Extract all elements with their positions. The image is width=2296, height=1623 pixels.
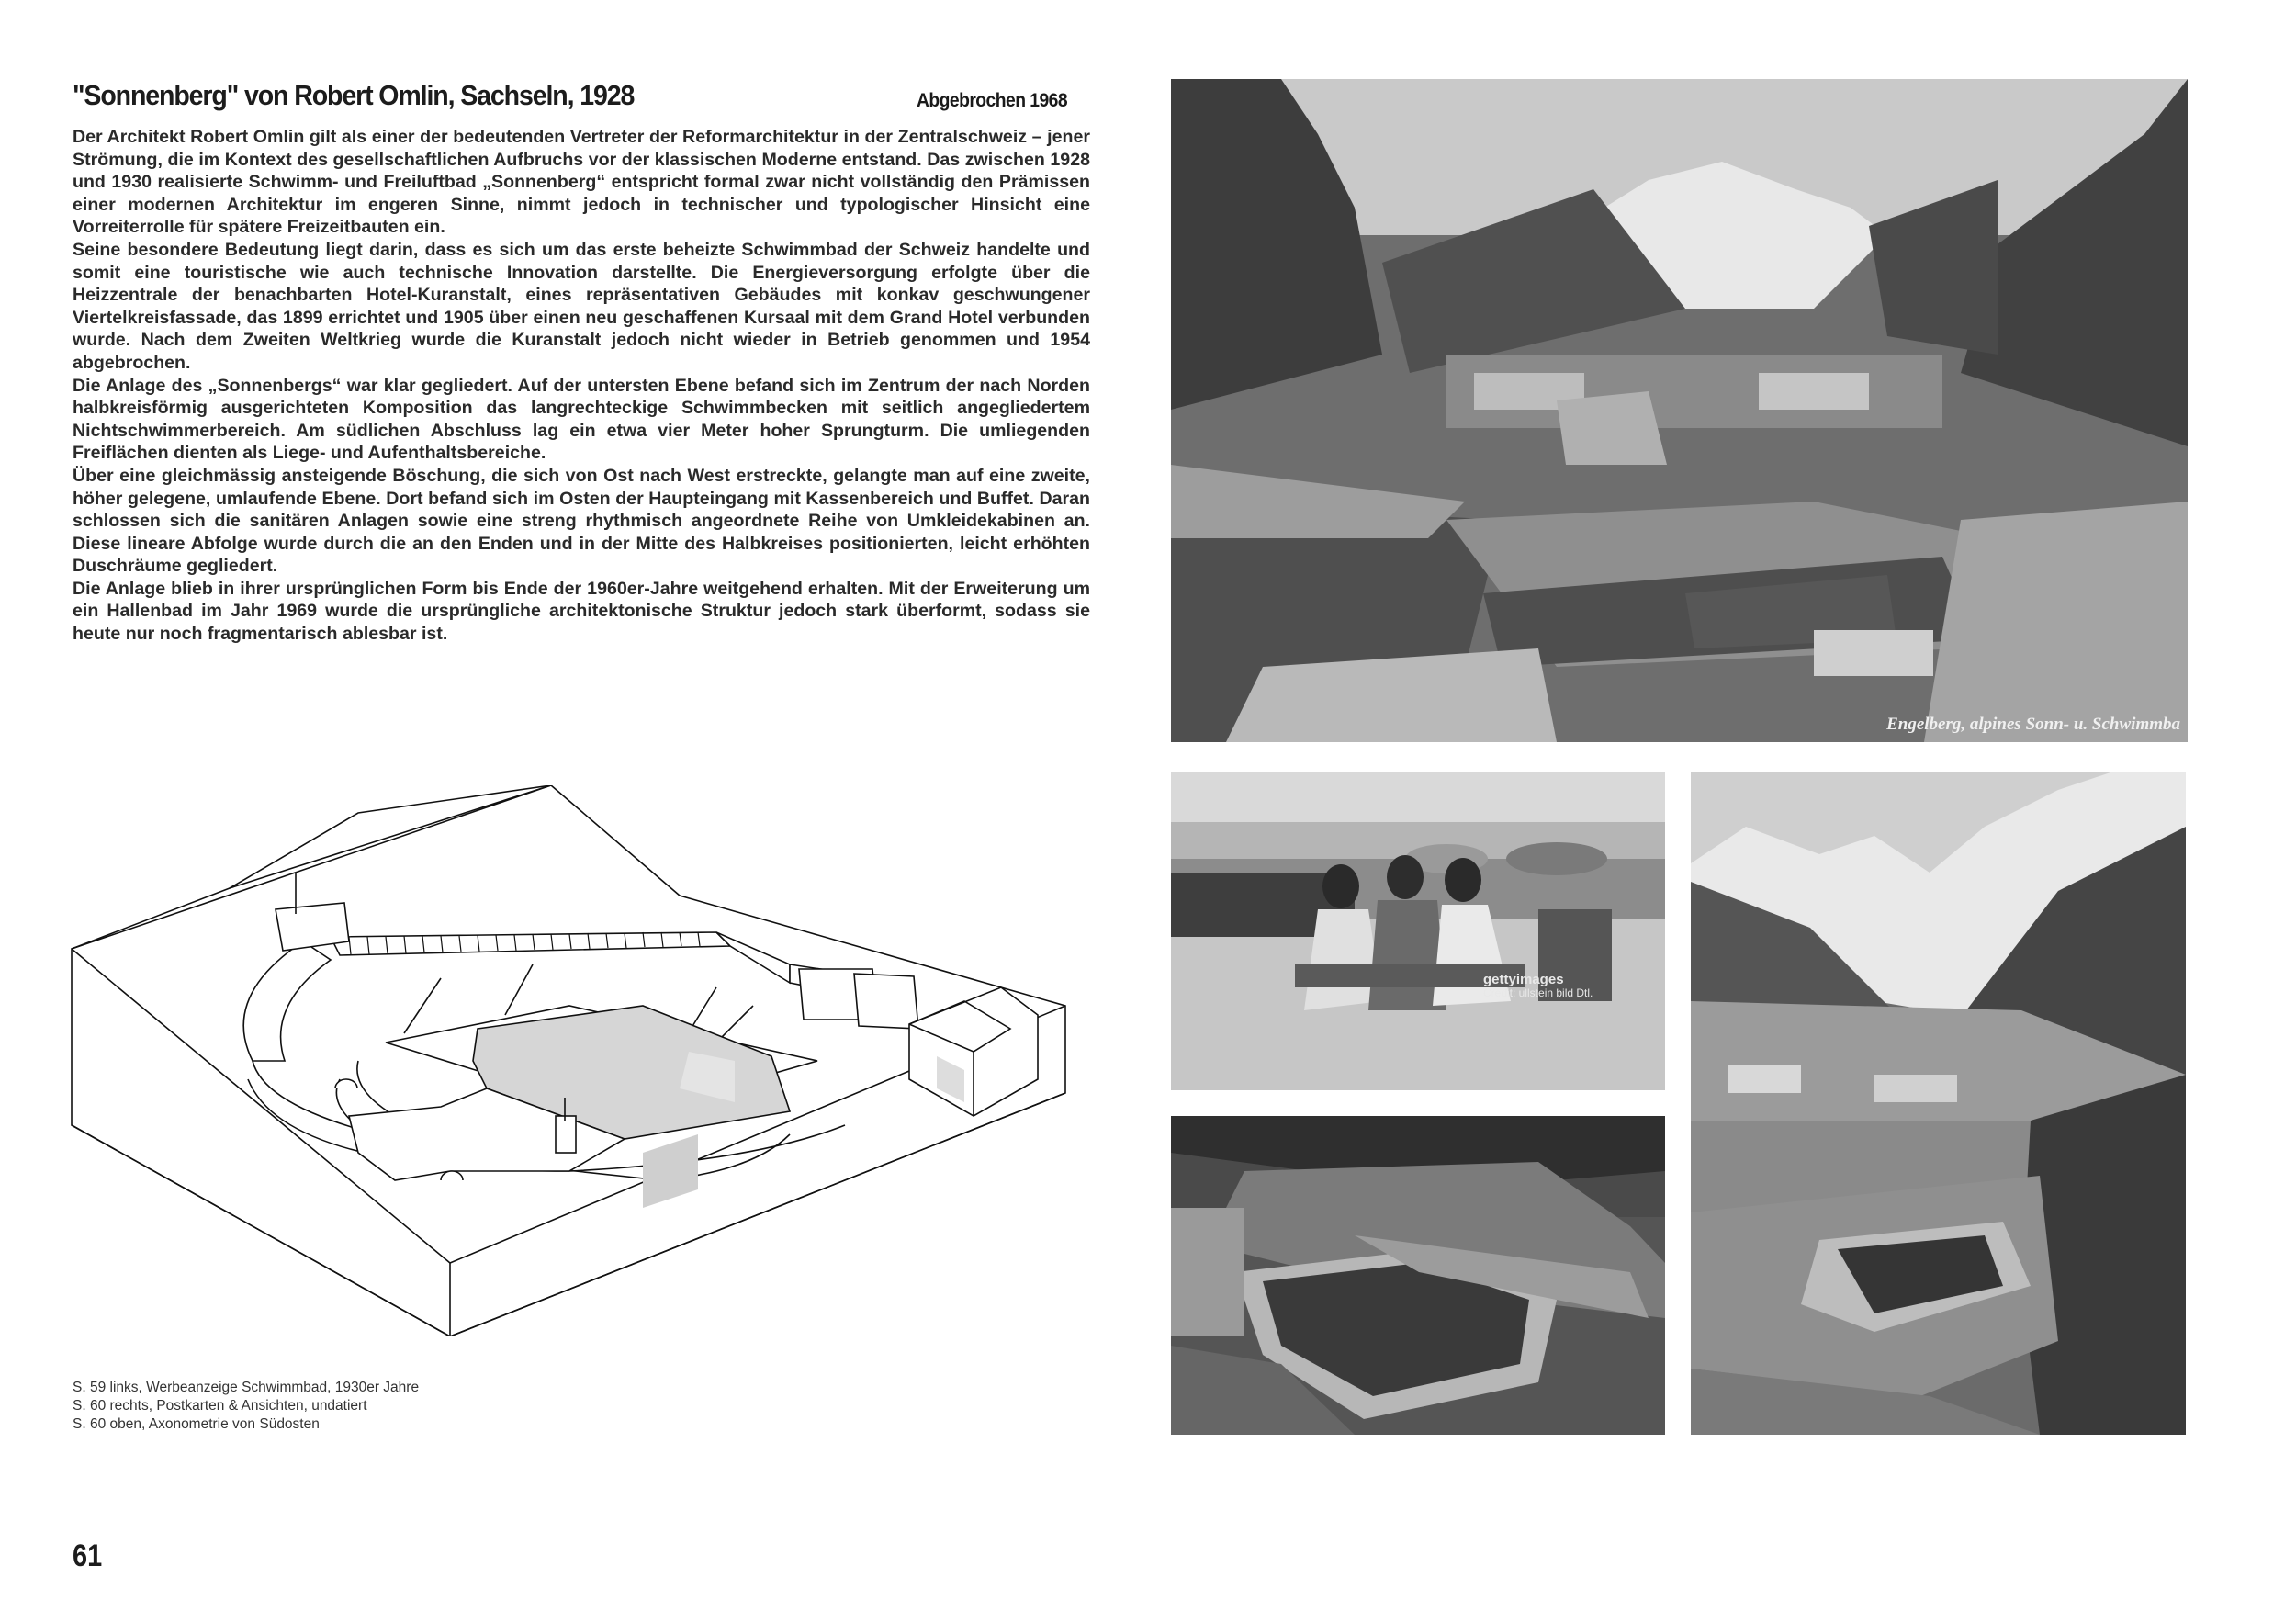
paragraph: Seine besondere Bedeutung liegt darin, dass es sich um das erste beheizte Schwimmbad der Schweiz handelte und somit eine touristische wie auch technische Innovation darstellte. Die Energieversorgung erfolgte über die Heizzentrale der benachbarten Hotel-Kuranstalt, eines repräsentativen Gebäudes mit konkav geschwungener Viertelkreisfassade, das 1899 errichtet und 1905 über einen neu geschaffenen Kursaal mit dem Grand Hotel verbunden wurde. Nach dem Zweiten Weltkrieg wurde die Kuranstalt jedoch nicht wieder in Betrieb genommen und 1954 abgebrochen. bbox=[73, 239, 1090, 373]
paragraph: Die Anlage blieb in ihrer ursprünglichen Form bis Ende der 1960er-Jahre weitgehend erhalten. Mit der Erweiterung um ein Hallenbad im Jahr 1969 wurde die ursprüngliche architektonische Struktur jedoch stark überformt, sodass sie heute nur noch fragmentarisch ablesbar ist. bbox=[73, 578, 1090, 645]
aerial-pool-photo bbox=[1171, 1116, 1665, 1435]
page-title: "Sonnenberg" von Robert Omlin, Sachseln, 1928 bbox=[73, 79, 635, 111]
figure-captions bbox=[73, 1379, 419, 1434]
postcard-caption: Engelberg, alpines Sonn- u. Schwimmba bbox=[1886, 715, 2180, 734]
bathers-bench-photo bbox=[1171, 772, 1665, 1090]
watermark-credit: Credit: ullstein bild Dtl. bbox=[1483, 986, 1593, 999]
paragraph: Der Architekt Robert Omlin gilt als einer der bedeutenden Vertreter der Reformarchitektur in der Zentralschweiz – jener Strömung, die im Kontext des gesellschaftlichen Aufbruchs vor der klassischen Moderne entstand. Das zwischen 1928 und 1930 realisierte Schwimm- und Freiluftbad „Sonnenberg“ entspricht formal zwar nicht vollständig den Prämissen einer modernen Architektur im engeren Sinne, nimmt jedoch in technischer und typologischer Hinsicht eine Vorreiterrolle für spätere Freizeitbauten ein. bbox=[73, 127, 1090, 238]
axonometric-drawing bbox=[55, 785, 1102, 1336]
page-number: 61 bbox=[73, 1538, 103, 1573]
article-body bbox=[73, 126, 1090, 646]
image-watermark bbox=[1483, 974, 1593, 999]
valley-overview-photo bbox=[1691, 772, 2186, 1435]
postcard-photo-main bbox=[1171, 79, 2188, 742]
caption-line: S. 59 links, Werbeanzeige Schwimmbad, 1930er Jahre bbox=[73, 1380, 420, 1395]
paragraph: Über eine gleichmässig ansteigende Böschung, die sich von Ost nach West erstreckte, gelangte man auf eine zweite, höher gelegene, umlaufende Ebene. Dort befand sich im Osten der Haupteingang mit Kassenbereich und Buffet. Daran schlossen sich die sanitären Anlagen sowie eine streng rhythmisch angeordnete Reihe von Umkleidekabinen an. Diese lineare Abfolge wurde durch die an den Enden und in der Mitte des Halbkreises positionierten, leicht erhöhten Duschräume gegliedert. bbox=[73, 465, 1090, 577]
paragraph: Die Anlage des „Sonnenbergs“ war klar gegliedert. Auf der untersten Ebene befand sich im Zentrum der nach Norden halbkreisförmig ausgerichteten Komposition das langrechteckige Schwimmbecken mit seitlich angegliedertem Nichtschwimmerbereich. Am südlichen Abschluss lag ein etwa vier Meter hoher Sprungturm. Die umliegenden Freiflächen dienten als Liege- und Aufenthaltsbereiche. bbox=[73, 375, 1090, 464]
watermark-brand: gettyimages bbox=[1483, 972, 1564, 987]
demolition-note: Abgebrochen 1968 bbox=[917, 90, 1068, 111]
caption-line: S. 60 rechts, Postkarten & Ansichten, undatiert bbox=[73, 1398, 367, 1414]
caption-line: S. 60 oben, Axonometrie von Südosten bbox=[73, 1416, 320, 1432]
